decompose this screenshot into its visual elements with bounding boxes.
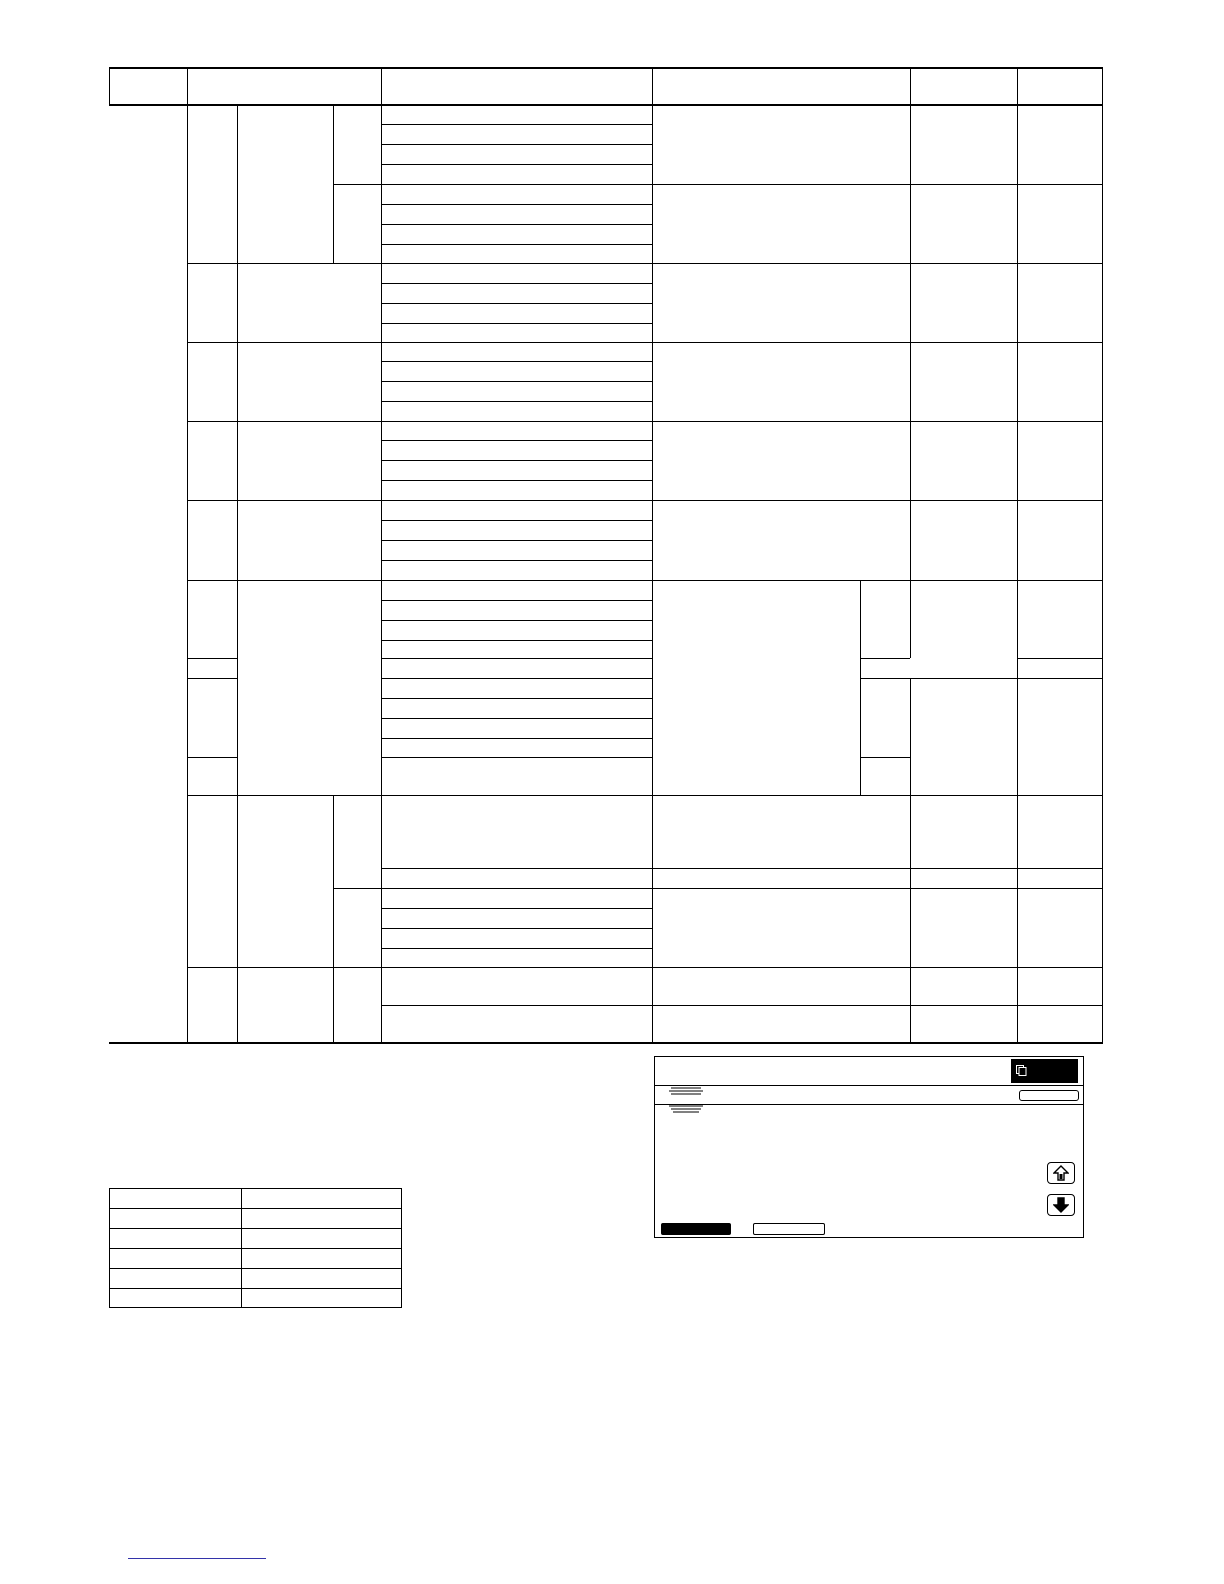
table-column-rule (652, 104, 653, 1042)
table-column-rule (910, 678, 911, 1042)
group-rule (860, 678, 1103, 679)
copy-mode-indicator[interactable] (1011, 1059, 1078, 1083)
sub-row-rule (381, 560, 652, 561)
group-rule (187, 678, 237, 679)
group-rule (333, 184, 1103, 185)
group-rule (187, 967, 1103, 968)
table-header-column-rule (1017, 67, 1018, 104)
sub-row-rule (381, 361, 652, 362)
table-header-column-rule (381, 67, 382, 104)
sub-row-rule (381, 244, 652, 245)
operation-panel-screen (654, 1056, 1084, 1238)
sub-row-rule (381, 323, 652, 324)
sub-row-rule (381, 658, 652, 659)
group-rule (187, 580, 1103, 581)
top-right-button[interactable] (1019, 1090, 1079, 1101)
group-rule (187, 757, 237, 758)
sub-row-rule (381, 908, 652, 909)
sub-row-rule (381, 640, 652, 641)
table-column-rule (860, 580, 861, 795)
sub-row-rule (381, 440, 652, 441)
table-header-column-rule (652, 67, 653, 104)
small-table-row-rule (109, 1307, 402, 1308)
small-table-row-rule (109, 1268, 402, 1269)
sub-row-rule (381, 738, 652, 739)
sub-row-rule (381, 928, 652, 929)
table-header-divider (109, 104, 1103, 106)
sub-row-rule (381, 948, 652, 949)
table-column-rule (187, 67, 188, 1042)
sub-row-rule (381, 401, 652, 402)
scroll-down-button[interactable] (1047, 1194, 1075, 1216)
small-table-row-rule (109, 1228, 402, 1229)
small-table-left-border (109, 1188, 110, 1308)
group-rule (333, 888, 1103, 889)
table-bottom-border (109, 1042, 1103, 1044)
sub-row-rule (381, 303, 652, 304)
table-column-rule (333, 795, 334, 1042)
table-column-rule (1017, 104, 1018, 1042)
group-rule (860, 757, 910, 758)
table-top-border (109, 67, 1103, 69)
small-table-right-border (401, 1188, 402, 1308)
small-table-row-rule (109, 1208, 402, 1209)
small-table-top-border (109, 1188, 402, 1189)
group-rule (187, 500, 1103, 501)
table-column-rule (910, 104, 911, 658)
footer-link[interactable] (128, 1558, 266, 1559)
sub-row-rule (381, 460, 652, 461)
sub-row-rule (381, 757, 652, 758)
sub-row-rule (381, 600, 652, 601)
sub-row-rule (381, 164, 652, 165)
sub-row-rule (381, 381, 652, 382)
sub-row-rule (381, 283, 652, 284)
list-icon-secondary (669, 1105, 703, 1114)
arrow-up-icon (1053, 1165, 1069, 1181)
copy-icon (1016, 1065, 1027, 1076)
group-rule (187, 658, 237, 659)
sub-row-rule (381, 698, 652, 699)
group-rule (860, 658, 910, 659)
table-column-rule (237, 104, 238, 1042)
sub-row-rule (381, 620, 652, 621)
sub-row-rule (381, 540, 652, 541)
sub-row-rule (381, 520, 652, 521)
sub-row-rule (381, 144, 652, 145)
arrow-down-icon (1053, 1197, 1069, 1213)
small-table-row-rule (109, 1288, 402, 1289)
sub-row-rule (381, 224, 652, 225)
table-left-border (109, 67, 110, 104)
row-rule (381, 1005, 1103, 1006)
tab-divider (655, 1104, 1083, 1105)
list-icon[interactable] (669, 1086, 703, 1095)
group-rule (1017, 658, 1103, 659)
small-table-row-rule (109, 1248, 402, 1249)
scroll-up-button[interactable] (1047, 1162, 1075, 1184)
sub-row-rule (381, 678, 652, 679)
group-rule (187, 421, 1103, 422)
group-rule (187, 263, 1103, 264)
sub-row-rule (381, 204, 652, 205)
group-rule (187, 795, 1103, 796)
table-header-column-rule (910, 67, 911, 104)
sub-row-rule (381, 718, 652, 719)
table-right-border (1102, 67, 1103, 1042)
sub-row-rule (381, 124, 652, 125)
row-rule (381, 868, 1103, 869)
bottom-tab-button-1[interactable] (661, 1223, 731, 1235)
title-divider (655, 1085, 1083, 1086)
bottom-tab-button-2[interactable] (753, 1223, 825, 1235)
group-rule (187, 342, 1103, 343)
sub-row-rule (381, 480, 652, 481)
small-table-column-rule (241, 1188, 242, 1308)
